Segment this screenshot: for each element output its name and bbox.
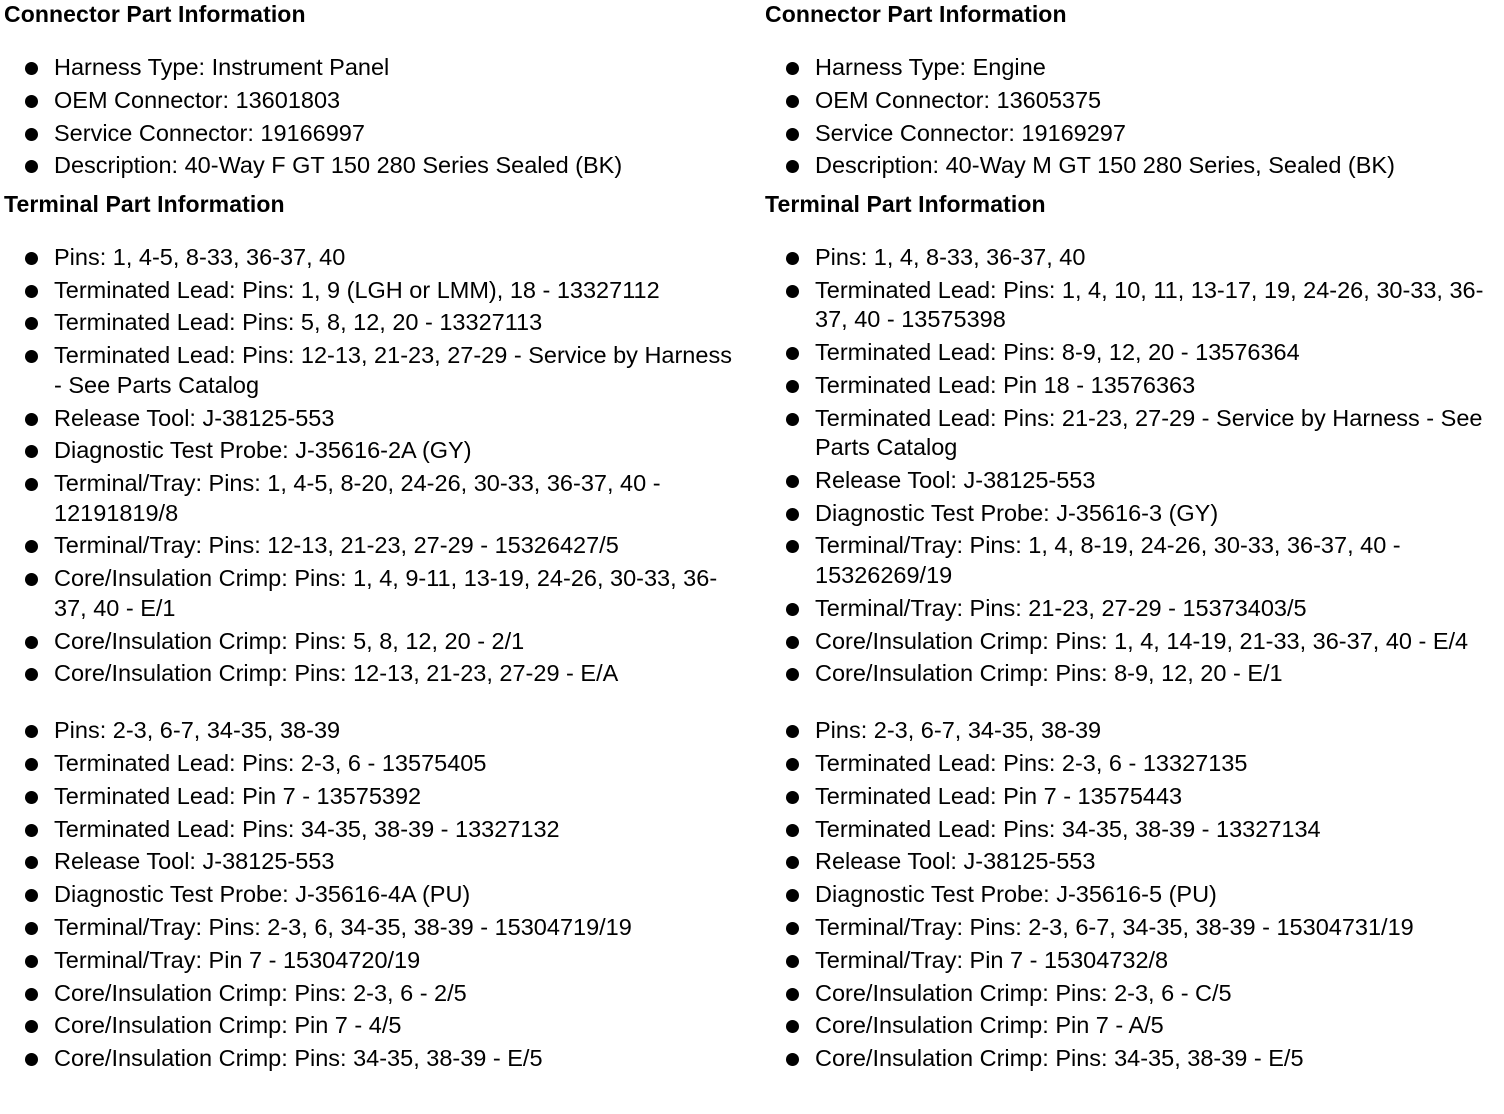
list-item [4, 86, 734, 116]
bullet-icon [786, 508, 799, 521]
list-item-text: Core/Insulation Crimp: Pins: 2-3, 6 - C/5 [815, 979, 1232, 1006]
bullet-icon [786, 791, 799, 804]
list-item-text: Description: 40-Way F GT 150 280 Series Sealed (BK) [54, 152, 623, 179]
bullet-icon [786, 540, 799, 553]
connector-part-info-heading: Connector Part Information [765, 1, 1067, 27]
list-item-text: Pins: 1, 4, 8-33, 36-37, 40 [815, 243, 1086, 270]
bullet-icon [25, 889, 38, 902]
list-item [4, 847, 734, 877]
terminal-group-1-list [765, 243, 1500, 689]
list-item [765, 815, 1500, 845]
list-item [765, 86, 1500, 116]
list-item [765, 338, 1500, 368]
list-item [4, 627, 734, 657]
bullet-icon [786, 725, 799, 738]
list-item [765, 119, 1500, 149]
list-item-text: Release Tool: J-38125-553 [54, 848, 335, 875]
list-item-text: Pins: 2-3, 6-7, 34-35, 38-39 [815, 717, 1102, 744]
list-item-text: Core/Insulation Crimp: Pin 7 - A/5 [815, 1012, 1164, 1039]
bullet-icon [786, 603, 799, 616]
bullet-icon [25, 95, 38, 108]
list-item-text: Core/Insulation Crimp: Pins: 1, 4, 9-11, 13-19, 24-26, 30-33, 36-37, 40 - E/1 [54, 565, 718, 621]
bullet-icon [25, 128, 38, 141]
list-item-text: Terminated Lead: Pin 18 - 13576363 [815, 371, 1196, 398]
list-item-text: Terminal/Tray: Pin 7 - 15304732/8 [815, 946, 1169, 973]
list-item [4, 659, 734, 689]
list-item-text: Core/Insulation Crimp: Pins: 34-35, 38-39 - E/5 [815, 1045, 1304, 1072]
list-item-text: Terminated Lead: Pins: 8-9, 12, 20 - 13576364 [815, 338, 1300, 365]
list-item [765, 913, 1500, 943]
list-item [4, 979, 734, 1009]
list-item-text: Core/Insulation Crimp: Pins: 12-13, 21-23, 27-29 - E/A [54, 660, 619, 687]
list-item [765, 53, 1500, 83]
bullet-icon [786, 252, 799, 265]
bullet-icon [25, 1053, 38, 1066]
bullet-icon [25, 350, 38, 363]
list-item-text: Terminated Lead: Pins: 1, 4, 10, 11, 13-17, 19, 24-26, 30-33, 36-37, 40 - 13575398 [815, 276, 1484, 333]
terminal-group-2-list [765, 716, 1500, 1073]
list-item [4, 341, 734, 400]
bullet-icon [25, 922, 38, 935]
list-item [765, 276, 1500, 335]
bullet-icon [786, 128, 799, 141]
list-item-text: OEM Connector: 13601803 [54, 86, 341, 113]
bullet-icon [25, 856, 38, 869]
list-item [765, 880, 1500, 910]
list-item [4, 564, 734, 623]
list-item-text: Terminal/Tray: Pins: 21-23, 27-29 - 15373403/5 [815, 594, 1307, 621]
connector-part-info-heading: Connector Part Information [4, 1, 306, 27]
list-item [765, 979, 1500, 1009]
list-item [4, 815, 734, 845]
bullet-icon [25, 1020, 38, 1033]
list-item [765, 243, 1500, 273]
list-item-text: Description: 40-Way M GT 150 280 Series, Sealed (BK) [815, 152, 1395, 179]
list-item [765, 749, 1500, 779]
list-item-text: Terminal/Tray: Pins: 12-13, 21-23, 27-29 - 15326427/5 [54, 532, 619, 559]
list-item [765, 946, 1500, 976]
bullet-icon [25, 478, 38, 491]
list-item-text: Diagnostic Test Probe: J-35616-2A (GY) [54, 437, 472, 464]
bullet-icon [786, 1053, 799, 1066]
right-column [765, 0, 1500, 1077]
list-item [4, 913, 734, 943]
list-item [4, 469, 734, 528]
list-item [765, 847, 1500, 877]
list-item [765, 404, 1500, 463]
list-item-text: Release Tool: J-38125-553 [815, 466, 1096, 493]
list-item [4, 53, 734, 83]
list-item-text: Terminated Lead: Pins: 21-23, 27-29 - Service by Harness - See Parts Catalog [815, 404, 1483, 461]
list-item-text: Service Connector: 19166997 [54, 119, 365, 146]
list-item-text: Release Tool: J-38125-553 [54, 404, 335, 431]
bullet-icon [786, 889, 799, 902]
bullet-icon [786, 475, 799, 488]
list-item [4, 151, 734, 181]
list-item-text: Harness Type: Instrument Panel [54, 54, 390, 80]
list-item-text: Terminal/Tray: Pins: 1, 4, 8-19, 24-26, 30-33, 36-37, 40 - 15326269/19 [815, 532, 1401, 588]
connector-info-list [4, 53, 734, 181]
list-item [4, 946, 734, 976]
bullet-icon [786, 668, 799, 681]
terminal-group-1-list [4, 243, 734, 689]
bullet-icon [25, 791, 38, 804]
list-item-text: Terminated Lead: Pin 7 - 13575443 [815, 782, 1183, 809]
connector-info-list [765, 53, 1500, 181]
list-item-text: Terminal/Tray: Pins: 2-3, 6-7, 34-35, 38-39 - 15304731/19 [815, 913, 1414, 940]
list-item [4, 782, 734, 812]
list-item [4, 276, 734, 306]
bullet-icon [25, 824, 38, 837]
list-item [4, 716, 734, 746]
bullet-icon [786, 758, 799, 771]
list-item-text: Pins: 2-3, 6-7, 34-35, 38-39 [54, 717, 341, 744]
bullet-icon [25, 725, 38, 738]
bullet-icon [786, 824, 799, 837]
bullet-icon [786, 62, 799, 75]
list-item-text: Harness Type: Engine [815, 54, 1046, 80]
list-item [4, 119, 734, 149]
list-item [765, 1044, 1500, 1074]
list-item-text: Terminated Lead: Pin 7 - 13575392 [54, 782, 422, 809]
terminal-group-2-list [4, 716, 734, 1073]
bullet-icon [786, 347, 799, 360]
terminal-part-info-heading: Terminal Part Information [4, 190, 285, 217]
list-item [4, 404, 734, 434]
bullet-icon [786, 95, 799, 108]
list-item [4, 531, 734, 561]
bullet-icon [786, 856, 799, 869]
list-item [765, 371, 1500, 401]
list-item [765, 466, 1500, 496]
list-item-text: Terminal/Tray: Pin 7 - 15304720/19 [54, 946, 421, 973]
list-item-text: Diagnostic Test Probe: J-35616-4A (PU) [54, 881, 471, 908]
bullet-icon [786, 988, 799, 1001]
bullet-icon [25, 758, 38, 771]
list-item-text: Terminated Lead: Pins: 1, 9 (LGH or LMM), 18 - 13327112 [54, 276, 660, 303]
list-item [765, 782, 1500, 812]
bullet-icon [25, 413, 38, 426]
list-item-text: Core/Insulation Crimp: Pins: 1, 4, 14-19, 21-33, 36-37, 40 - E/4 [815, 627, 1469, 654]
list-item-text: Service Connector: 19169297 [815, 119, 1126, 146]
list-item-text: Terminated Lead: Pins: 12-13, 21-23, 27-29 - Service by Harness - See Parts Catalog [54, 342, 732, 398]
list-item [765, 594, 1500, 624]
bullet-icon [25, 573, 38, 586]
list-item-text: Core/Insulation Crimp: Pins: 2-3, 6 - 2/5 [54, 979, 467, 1006]
list-item-text: Terminated Lead: Pins: 5, 8, 12, 20 - 13327113 [54, 309, 543, 336]
list-item [4, 436, 734, 466]
list-item-text: Release Tool: J-38125-553 [815, 848, 1096, 875]
list-item [765, 627, 1500, 657]
list-item-text: Core/Insulation Crimp: Pins: 8-9, 12, 20 - E/1 [815, 660, 1283, 687]
list-item-text: Terminated Lead: Pins: 2-3, 6 - 13575405 [54, 749, 487, 776]
list-item [765, 151, 1500, 181]
bullet-icon [25, 252, 38, 265]
list-item-text: Pins: 1, 4-5, 8-33, 36-37, 40 [54, 243, 346, 270]
list-item [4, 880, 734, 910]
list-item [4, 308, 734, 338]
list-item [765, 1011, 1500, 1041]
bullet-icon [786, 160, 799, 173]
bullet-icon [25, 636, 38, 649]
list-item-text: Terminated Lead: Pins: 2-3, 6 - 13327135 [815, 749, 1248, 776]
list-item-text: Terminal/Tray: Pins: 2-3, 6, 34-35, 38-39 - 15304719/19 [54, 913, 632, 940]
bullet-icon [786, 922, 799, 935]
terminal-part-info-heading: Terminal Part Information [765, 190, 1046, 217]
list-item [4, 243, 734, 273]
bullet-icon [25, 988, 38, 1001]
bullet-icon [786, 380, 799, 393]
list-item-text: Core/Insulation Crimp: Pins: 5, 8, 12, 20 - 2/1 [54, 627, 525, 654]
bullet-icon [786, 955, 799, 968]
list-item [4, 749, 734, 779]
list-item [765, 499, 1500, 529]
bullet-icon [25, 668, 38, 681]
bullet-icon [25, 285, 38, 298]
list-item-text: Terminated Lead: Pins: 34-35, 38-39 - 13327132 [54, 815, 560, 842]
list-item [765, 659, 1500, 689]
bullet-icon [25, 955, 38, 968]
list-item-text: Diagnostic Test Probe: J-35616-3 (GY) [815, 499, 1219, 526]
bullet-icon [25, 445, 38, 458]
bullet-icon [25, 62, 38, 75]
bullet-icon [786, 636, 799, 649]
list-item [4, 1044, 734, 1074]
list-item-text: OEM Connector: 13605375 [815, 86, 1102, 113]
list-item [4, 1011, 734, 1041]
list-item [765, 716, 1500, 746]
bullet-icon [25, 540, 38, 553]
bullet-icon [786, 413, 799, 426]
list-item-text: Core/Insulation Crimp: Pins: 34-35, 38-39 - E/5 [54, 1045, 543, 1072]
list-item-text: Core/Insulation Crimp: Pin 7 - 4/5 [54, 1012, 402, 1039]
list-item-text: Terminal/Tray: Pins: 1, 4-5, 8-20, 24-26, 30-33, 36-37, 40 - 12191819/8 [54, 470, 661, 526]
list-item-text: Terminated Lead: Pins: 34-35, 38-39 - 13327134 [815, 815, 1321, 842]
bullet-icon [786, 1020, 799, 1033]
list-item-text: Diagnostic Test Probe: J-35616-5 (PU) [815, 881, 1217, 908]
list-item [765, 531, 1500, 590]
bullet-icon [25, 317, 38, 330]
left-column [4, 0, 734, 1077]
bullet-icon [786, 285, 799, 298]
bullet-icon [25, 160, 38, 173]
